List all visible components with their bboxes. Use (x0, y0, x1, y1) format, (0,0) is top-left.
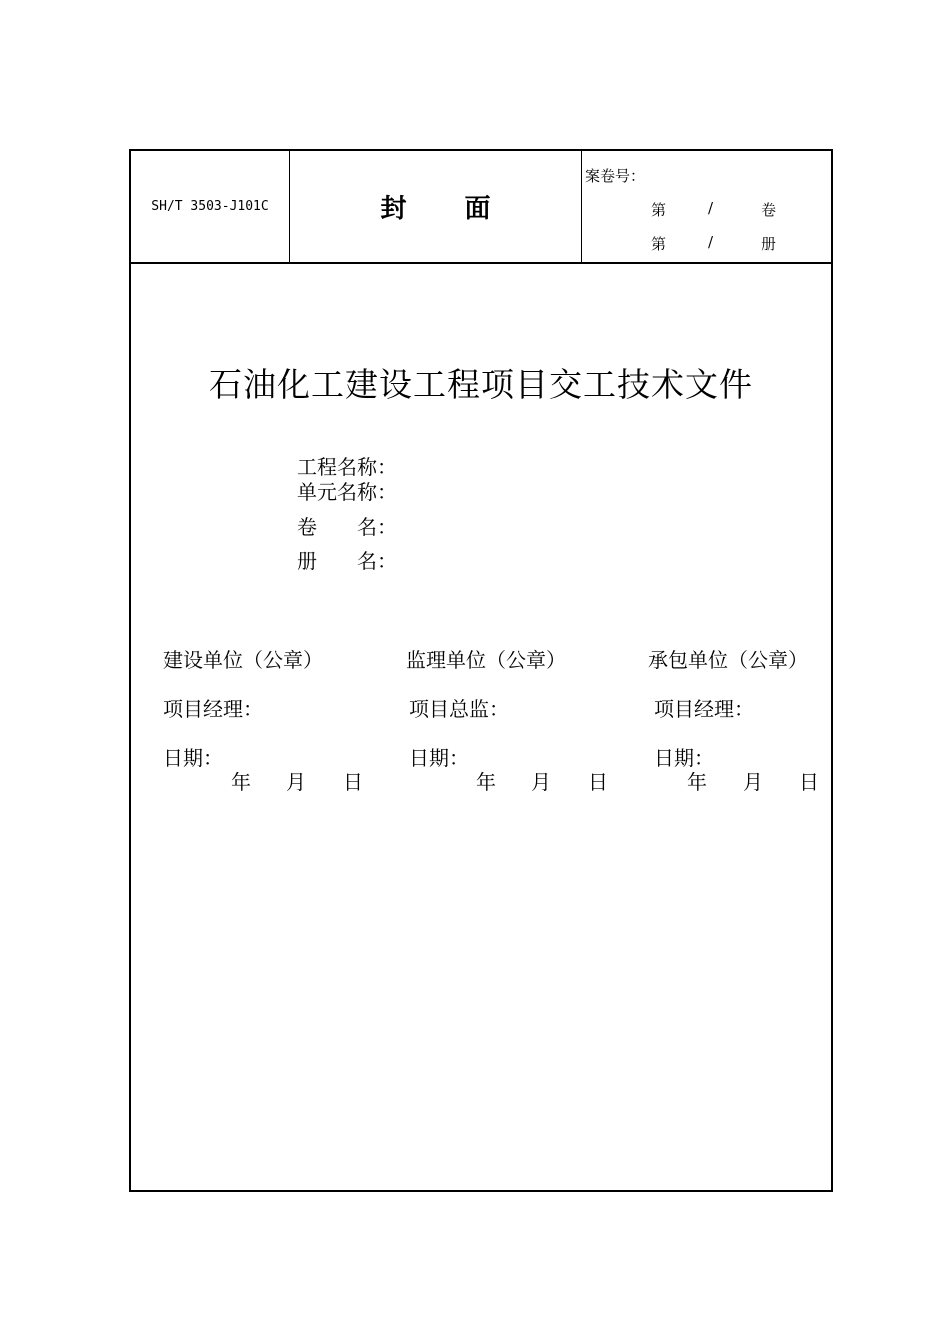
supervisor-date-label: 日期： (409, 746, 469, 770)
cover-heading-char-1: 封 (380, 194, 407, 224)
supervisor-day: 日 (588, 770, 608, 794)
book-prefix: 第 (651, 235, 667, 253)
supervisor-unit-label: 监理单位（公章） (406, 648, 566, 672)
book-suffix: 册 (761, 235, 777, 253)
owner-unit-label: 建设单位（公章） (163, 648, 323, 672)
document-title: 石油化工建设工程项目交工技术文件 (209, 365, 753, 404)
owner-month: 月 (286, 770, 306, 794)
supervisor-month: 月 (531, 770, 551, 794)
signature-block-contractor (648, 648, 828, 808)
signature-block-supervisor (406, 648, 636, 808)
contractor-day: 日 (799, 770, 819, 794)
project-name-field: 工程名称： (297, 455, 397, 479)
contractor-date-label: 日期： (654, 746, 714, 770)
archive-info (582, 151, 831, 262)
contractor-unit-label: 承包单位（公章） (648, 648, 808, 672)
book-slash: / (708, 233, 714, 251)
volume-prefix: 第 (651, 201, 667, 219)
volume-name-field: 卷 名： (297, 515, 397, 539)
signature-block-owner (163, 648, 393, 808)
archive-number-label: 案卷号： (585, 167, 646, 185)
cover-heading (290, 151, 582, 262)
header-row (131, 151, 831, 264)
owner-day: 日 (343, 770, 363, 794)
book-name-field: 册 名： (297, 549, 397, 573)
contractor-year: 年 (687, 770, 707, 794)
owner-manager-label: 项目经理： (163, 697, 263, 721)
cover-heading-char-2: 面 (464, 194, 491, 224)
unit-name-field: 单元名称： (297, 480, 397, 504)
contractor-manager-label: 项目经理： (654, 697, 754, 721)
form-code: SH/T 3503-J101C (131, 151, 290, 262)
supervisor-year: 年 (476, 770, 496, 794)
volume-line (582, 199, 831, 219)
volume-slash: / (708, 199, 714, 217)
contractor-month: 月 (743, 770, 763, 794)
supervisor-director-label: 项目总监： (409, 697, 509, 721)
owner-year: 年 (231, 770, 251, 794)
volume-suffix: 卷 (761, 201, 777, 219)
book-line (582, 233, 831, 253)
cover-form (129, 149, 833, 1192)
owner-date-label: 日期： (163, 746, 223, 770)
